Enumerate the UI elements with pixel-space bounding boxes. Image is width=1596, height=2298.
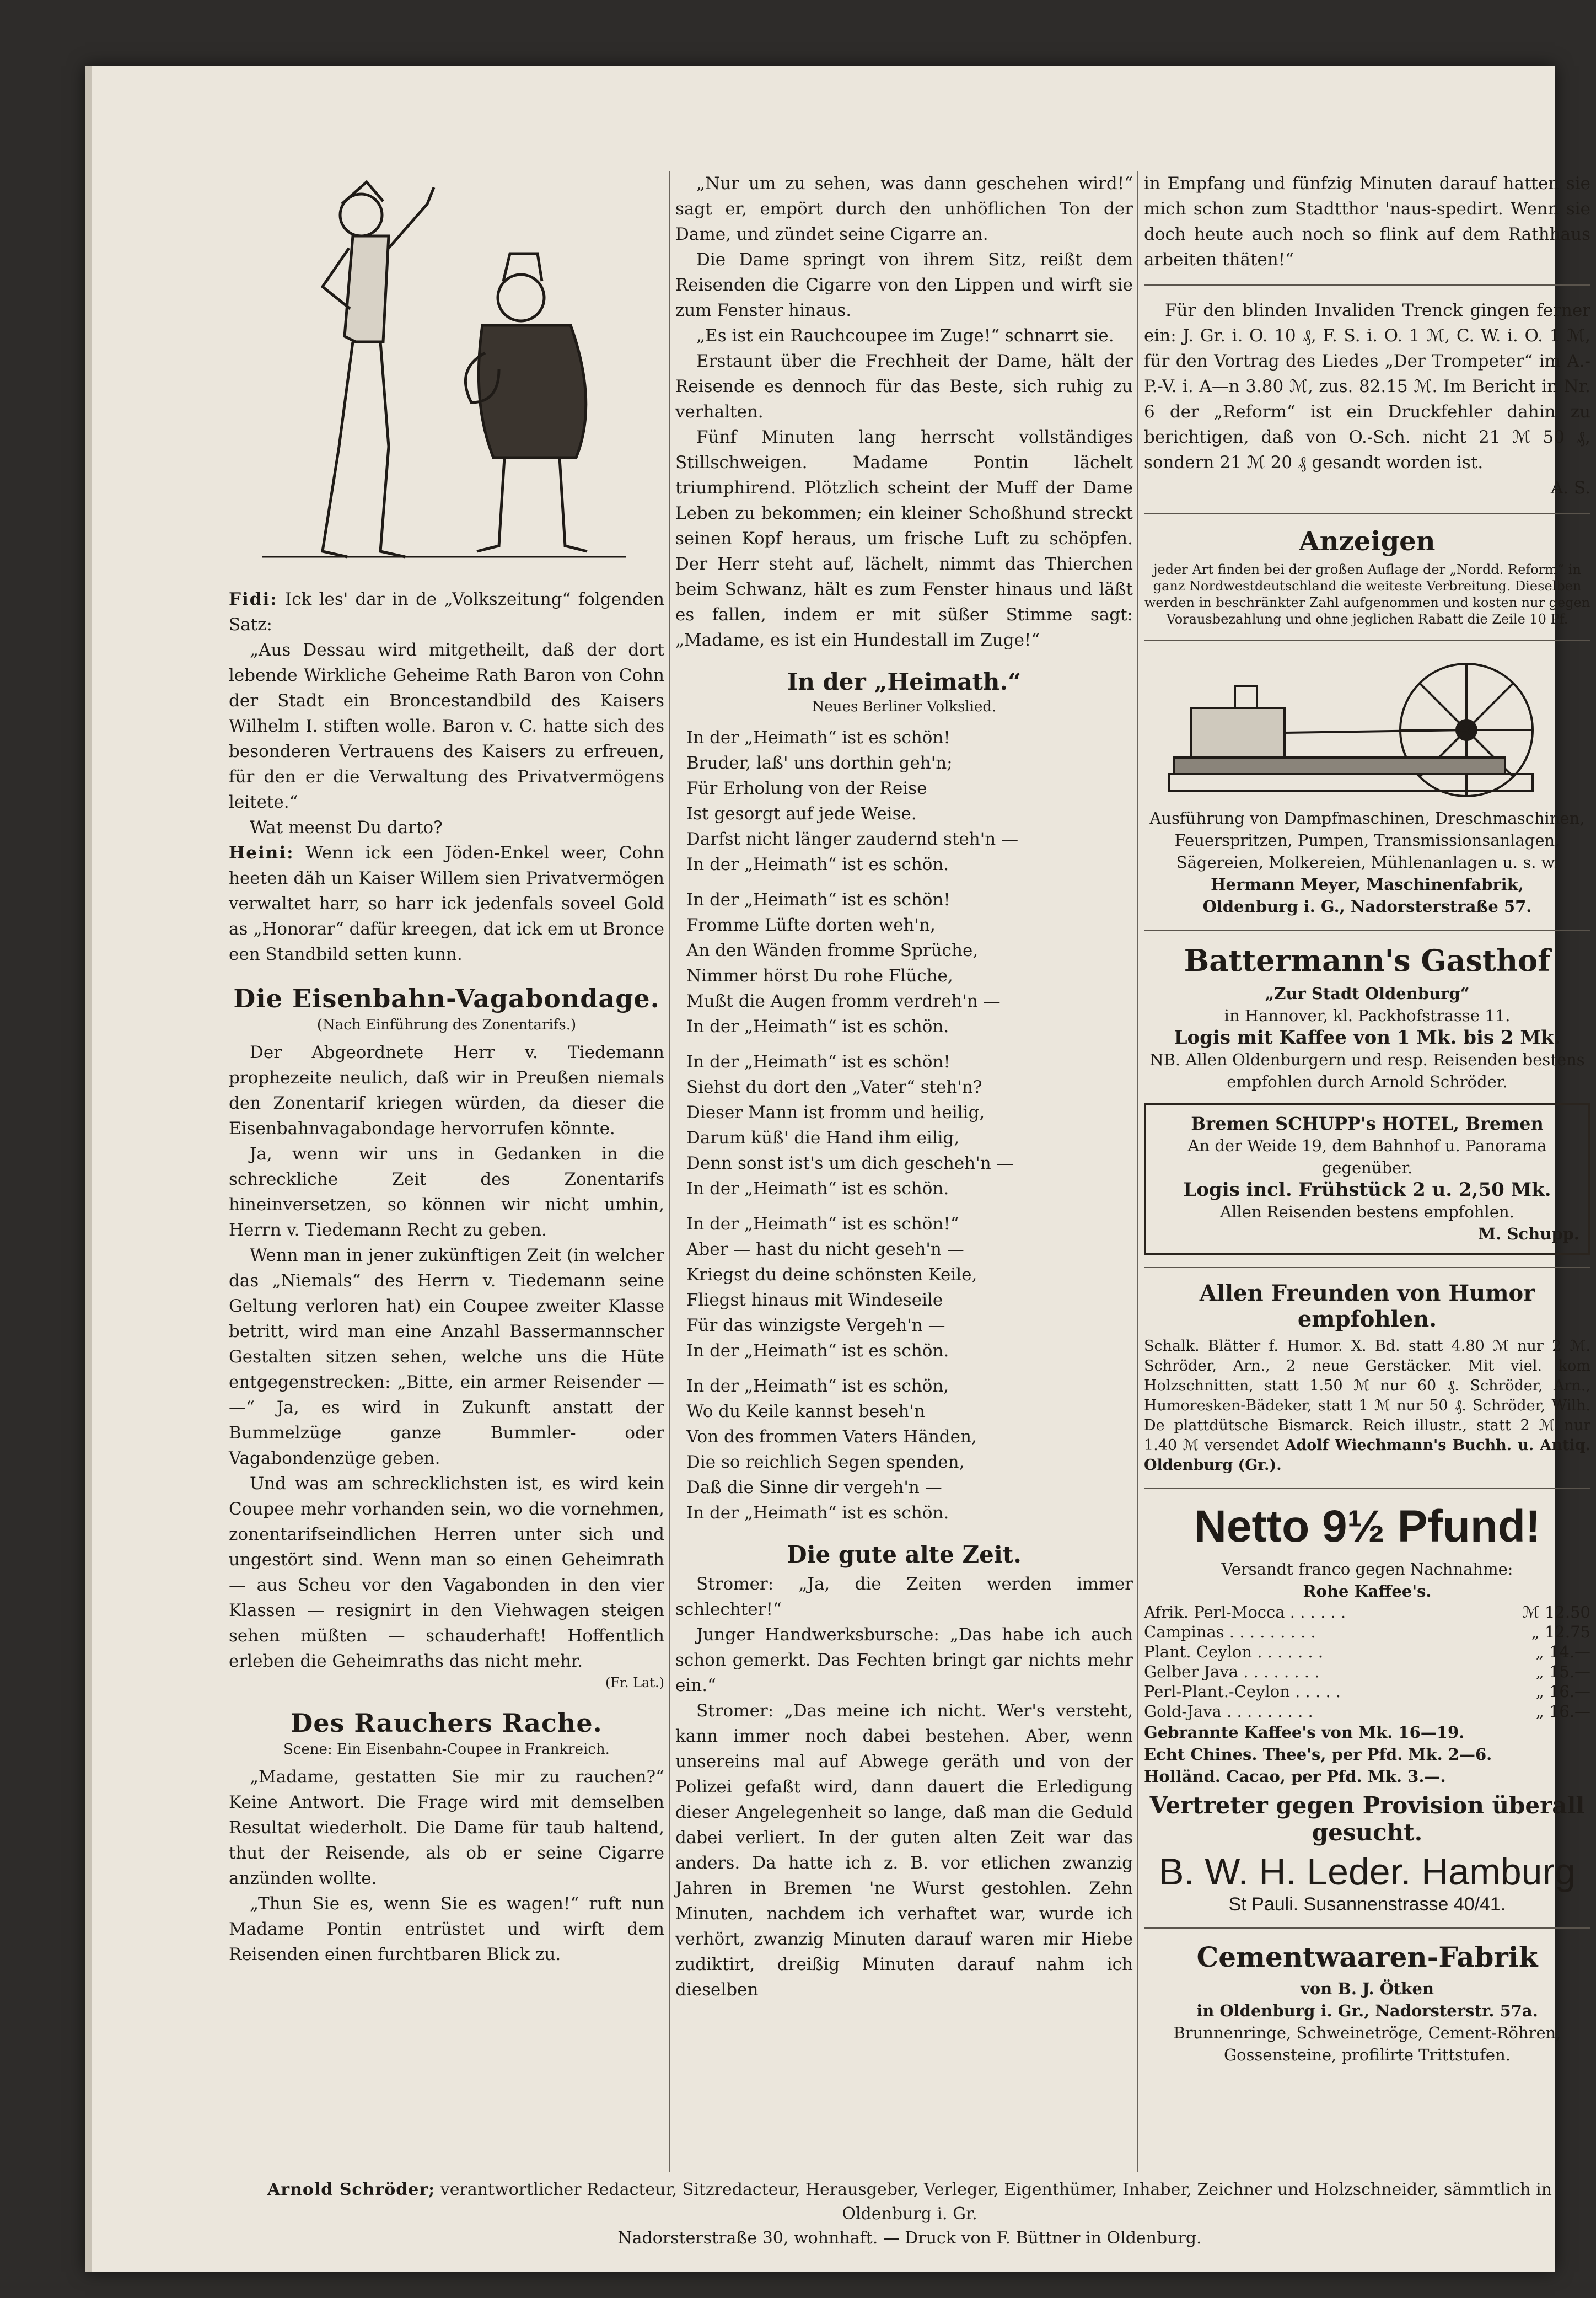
poem-stanza: [675, 1049, 1133, 1201]
article-paragraph: Die Dame springt von ihrem Sitz, reißt dem Reisenden die Cigarre von den Lippen und wirft sie zum Fenster hinaus.: [675, 250, 1133, 320]
oetken-title: Cementwaaren-Fabrik: [1196, 1941, 1538, 1973]
imprint-line: Nadorsterstraße 30, wohnhaft. — Druck von F. Büttner in Oldenburg.: [617, 2229, 1202, 2248]
article-paragraph: Stromer: „Das meine ich nicht. Wer's versteht, kann immer noch dabei bestehen. Aber, wenn unsereins mal auf Abwege geräth und von der Polizei gefaßt wird, dann dauert die Erledigung dieser Angelegenheit so lange, daß man die Geduld dabei verliert. In der guten alten Zeit war das anders. Da hatte ich z. B. vor etlichen zwanzig Jahren in Bremen 'ne Wurst gestohlen. Zehn Minuten, nachdem ich verhaftet war, wurde ich verhört, zwanzig Minuten darauf waren mir Hiebe zudiktirt, dreißig Minuten darauf nahm ich dieselben: [675, 1701, 1133, 2000]
leder-address: St Pauli. Susannenstrasse 40/41.: [1228, 1894, 1506, 1915]
poem-line: Fromme Lüfte dorten weh'n,: [686, 915, 936, 935]
poem-title: In der „Heimath.“: [787, 668, 1022, 695]
dialog-heini: Heini: Wenn ick een Jöden-Enkel weer, Cohn heeten däh un Kaiser Willem sien Privatvermögen verwaltet harr, so harr ick jedenfals soveel Gold as „Honorar“ dafür kreegen, dat ick em ut Bronce een Standbild setten kunn.: [229, 843, 664, 964]
poem-line: Fliegst hinaus mit Windeseile: [686, 1290, 943, 1310]
schupp-logis: Logis incl. Frühstück 2 u. 2,50 Mk.: [1183, 1179, 1551, 1201]
newspaper-page: [85, 66, 1590, 2272]
article-subtitle: Scene: Ein Eisenbahn-Coupee in Frankreich.: [283, 1741, 610, 1758]
divider: [1144, 930, 1590, 931]
article-paragraph: Ja, wenn wir uns in Gedanken in die schreckliche Zeit des Zonentarifs hineinversetzen, so können wir nicht umhin, Herrn v. Tiedemann Recht zu geben.: [229, 1144, 664, 1240]
meyer-services: Ausführung von Dampfmaschinen, Dreschmaschinen, Feuerspritzen, Pumpen, Transmissionsanlagen, Sägereien, Molkereien, Mühlenanlagen u. s. w.: [1149, 809, 1585, 872]
poem-line: Siehst du dort den „Vater“ steh'n?: [686, 1077, 982, 1097]
battermann-subtitle: „Zur Stadt Oldenburg“: [1265, 984, 1470, 1003]
ads-heading: Anzeigen: [1299, 526, 1436, 557]
poem-line: Ist gesorgt auf jede Weise.: [686, 804, 917, 824]
poem-line: Darum küß' die Hand ihm eilig,: [686, 1128, 960, 1148]
poem-line: Von des frommen Vaters Händen,: [686, 1427, 977, 1447]
column-divider: [1137, 171, 1138, 2172]
leder-company: B. W. H. Leder. Hamburg: [1159, 1851, 1576, 1893]
poem-line: Für Erholung von der Reise: [686, 778, 927, 798]
ads-terms: jeder Art finden bei der großen Auflage der „Nordd. Reform“ in ganz Nordwestdeutschland die weiteste Verbreitung. Dieselben werden in beschränkter Zahl aufgenommen und kosten nur gegen Vorausbezahlung und ohne jeglichen Rabatt die Zeile 10 Pf.: [1144, 562, 1590, 627]
dialog-fidi: Fidi: Ick les' dar in de „Volkszeitung“ folgenden Satz:: [229, 589, 664, 635]
poem-stanza: [675, 887, 1133, 1039]
article-source: (Fr. Lat.): [605, 1675, 664, 1690]
divider: [1144, 284, 1590, 286]
article-title: Die Eisenbahn-Vagabondage.: [233, 984, 660, 1013]
poem-line: In der „Heimath“ ist es schön!: [686, 1052, 950, 1072]
price-row: Perl-Plant.-Ceylon . . . . . „ 16.—: [1144, 1682, 1590, 1701]
coffee-extra: Gebrannte Kaffee's von Mk. 16—19.: [1144, 1723, 1465, 1742]
poem-stanza: [675, 1373, 1133, 1526]
poem-line: Denn sonst ist's um dich gescheh'n —: [686, 1153, 1014, 1173]
netto-subtitle: Versandt franco gegen Nachnahme:: [1221, 1560, 1513, 1578]
oetken-owner: von B. J. Ötken: [1300, 1979, 1434, 1998]
poem-line: In der „Heimath“ ist es schön!: [686, 890, 950, 910]
battermann-address: in Hannover, kl. Packhofstrasse 11.: [1224, 1006, 1511, 1025]
poem-line: Daß die Sinne dir vergeh'n —: [686, 1478, 942, 1497]
schupp-address: An der Weide 19, dem Bahnhof u. Panorama gegenüber.: [1187, 1136, 1547, 1177]
divider: [1144, 1267, 1590, 1268]
poem-line: Kriegst du deine schönsten Keile,: [686, 1265, 977, 1285]
article-paragraph: „Thun Sie es, wenn Sie es wagen!“ ruft nun Madame Pontin entrüstet und wirft dem Reisenden einen furchtbaren Blick zu.: [229, 1894, 664, 1964]
battermann-title: Battermann's Gasthof: [1184, 943, 1551, 978]
article-paragraph: Wenn man in jener zukünftigen Zeit (in welcher das „Niemals“ des Herrn v. Tiedemann seine Geltung verloren hat) ein Coupee zweiter Klasse betritt, wird man eine Anzahl Bassermannscher Gestalten sitzen sehen, welche uns die Hüte entgegenstrecken: „Bitte, ein armer Reisender — —“ Ja, es wird in Zukunft anstatt der Bummelzüge ganze Bummler- oder Vagabondenzüge geben.: [229, 1245, 664, 1468]
poem-line: Darfst nicht länger zaudernd steh'n —: [686, 829, 1019, 849]
divider: [1144, 1488, 1590, 1489]
poem-line: In der „Heimath“ ist es schön,: [686, 1376, 949, 1396]
battermann-logis: Logis mit Kaffee von 1 Mk. bis 2 Mk.: [1174, 1027, 1561, 1049]
imprint-footer: [223, 2178, 1596, 2251]
poem-line: In der „Heimath“ ist es schön.: [686, 855, 949, 874]
dialog-question: Wat meenst Du darto?: [250, 818, 443, 837]
meyer-company: Hermann Meyer, Maschinenfabrik,: [1211, 875, 1524, 894]
notice-signature: A. S.: [1550, 478, 1590, 498]
price-row: Gold-Java . . . . . . . . . „ 16.—: [1144, 1702, 1590, 1721]
netto-heading: Rohe Kaffee's.: [1303, 1582, 1432, 1601]
steam-engine-illustration: [1158, 653, 1577, 807]
column-right: [1144, 171, 1590, 2066]
oetken-products: Brunnenringe, Schweinetröge, Cement-Röhren, Gossensteine, profilirte Trittstufen.: [1173, 2023, 1561, 2064]
price-row: Gelber Java . . . . . . . . „ 15.—: [1144, 1662, 1590, 1681]
article-title: Des Rauchers Rache.: [291, 1708, 603, 1738]
poem-line: An den Wänden fromme Sprüche,: [686, 941, 979, 960]
coffee-price-list: [1144, 1602, 1590, 1721]
coffee-extra: Holländ. Cacao, per Pfd. Mk. 3.—.: [1144, 1767, 1446, 1786]
imprint-line: Arnold Schröder; verantwortlicher Redacteur, Sitzredacteur, Herausgeber, Verleger, Eigenthümer, Inhaber, Zeichner und Holzschneider, sämmtlich in Oldenburg i. Gr.: [267, 2180, 1552, 2224]
schupp-signature: M. Schupp.: [1478, 1225, 1579, 1243]
article-title: Die gute alte Zeit.: [787, 1541, 1022, 1568]
poem-line: Dieser Mann ist fromm und heilig,: [686, 1103, 985, 1123]
poem-stanza: [675, 725, 1133, 877]
netto-title: Netto 9½ Pfund!: [1194, 1501, 1541, 1551]
price-row: Plant. Ceylon . . . . . . . „ 14.—: [1144, 1642, 1590, 1661]
article-paragraph: Und was am schrecklichsten ist, es wird kein Coupee mehr vorhanden sein, wo die vornehmen, zonentarifseindlichen Herren unter sich und ungestört sind. Wenn man so einen Geheimrath — aus Scheu vor den Vagabonden in den vier Klassen — resignirt in den Viehwagen steigen sehen müßten — schauderhaft! Hoffentlich erleben die Geheimraths das nicht mehr.: [229, 1474, 664, 1671]
article-paragraph: „Madame, gestatten Sie mir zu rauchen?“ Keine Antwort. Die Frage wird mit demselben Resultat wiederholt. Die Dame für taub haltend, thut der Reisende, als ob er seine Cigarre anzünden wollte.: [229, 1767, 664, 1888]
column-middle: [675, 171, 1133, 2002]
article-paragraph: „Nur um zu sehen, was dann geschehen wird!“ sagt er, empört durch den unhöflichen Ton der Dame, und zündet seine Cigarre an.: [675, 174, 1133, 244]
price-row: Campinas . . . . . . . . . „ 12.75: [1144, 1623, 1590, 1641]
poem-line: Aber — hast du nicht geseh'n —: [686, 1239, 964, 1259]
poem-stanza: [675, 1211, 1133, 1363]
column-divider: [669, 171, 670, 2172]
article-paragraph: Junger Handwerksbursche: „Das habe ich auch schon gemerkt. Das Fechten bringt gar nichts mehr ein.“: [675, 1625, 1133, 1695]
article-paragraph: Stromer: „Ja, die Zeiten werden immer schlechter!“: [675, 1574, 1133, 1619]
humor-text: Schalk. Blätter f. Humor. X. Bd. statt 4.80 ℳ nur 2 ℳ. Schröder, Arn., 2 neue Gerstäcker. Mit viel. kom Holzschnitten, statt 1.50 ℳ nur 60 ₰. Schröder, Arn., Humoresken-Bädeker, statt 1 ℳ nur 50 ₰. Schröder, Wilh. De plattdütsche Bismarck. Reich illustr., statt 2 ℳ nur 1.40 ℳ versendet Adolf Wiechmann's Buchh. u. Antiq. Oldenburg (Gr.).: [1144, 1338, 1590, 1474]
vertreter-wanted: Vertreter gegen Provision überall gesucht.: [1149, 1792, 1585, 1846]
schupp-hotel-ad: [1144, 1103, 1590, 1255]
divider: [1144, 513, 1590, 514]
article-subtitle: (Nach Einführung des Zonentarifs.): [316, 1017, 577, 1033]
poem-line: In der „Heimath“ ist es schön!: [686, 728, 950, 748]
poem-line: In der „Heimath“ ist es schön.: [686, 1503, 949, 1523]
schupp-heading: Bremen SCHUPP's HOTEL, Bremen: [1191, 1113, 1544, 1134]
poem-line: In der „Heimath“ ist es schön!“: [686, 1214, 959, 1234]
donation-notice: Für den blinden Invaliden Trenck gingen ferner ein: J. Gr. i. O. 10 ₰, F. S. i. O. 1 ℳ, C. W. i. O. 1 ℳ, für den Vortrag des Liedes „Der Trompeter“ im A.-P.-V. i. A—n 3.80 ℳ, zus. 82.15 ℳ. Im Bericht in Nr. 6 der „Reform“ ist ein Druckfehler dahin zu berichtigen, daß von O.-Sch. nicht 21 ℳ 50 ₰, sondern 21 ℳ 20 ₰ gesandt worden ist.: [1144, 300, 1590, 473]
caricature-illustration: [240, 171, 648, 579]
poem-line: In der „Heimath“ ist es schön.: [686, 1017, 949, 1037]
poem-line: Bruder, laß' uns dorthin geh'n;: [686, 753, 953, 773]
article-continuation: in Empfang und fünfzig Minuten darauf hatten sie mich schon zum Stadtthor 'naus-spedirt. Wenn sie doch heute auch noch so flink auf dem Rathhaus arbeiten thäten!“: [1144, 174, 1590, 270]
divider: [1144, 640, 1590, 641]
article-paragraph: „Es ist ein Rauchcoupee im Zuge!“ schnarrt sie.: [696, 326, 1114, 346]
coffee-extra: Echt Chines. Thee's, per Pfd. Mk. 2—6.: [1144, 1745, 1492, 1764]
dialog-quote: „Aus Dessau wird mitgetheilt, daß der dort lebende Wirkliche Geheime Rath Baron von Cohn der Stadt ein Broncestandbild des Kaisers Wilhelm I. stiften wolle. Baron v. C. hatte sich des besonderen Vertrauens des Kaisers zu erfreuen, für den er die Verwaltung des Privatvermögens leitete.“: [229, 640, 664, 812]
divider: [1144, 1927, 1590, 1929]
poem-line: Mußt die Augen fromm verdreh'n —: [686, 991, 1001, 1011]
poem-line: Für das winzigste Vergeh'n —: [686, 1316, 945, 1335]
battermann-note: NB. Allen Oldenburgern und resp. Reisenden bestens empfohlen durch Arnold Schröder.: [1149, 1050, 1585, 1091]
oetken-address: in Oldenburg i. Gr., Nadorsterstr. 57a.: [1196, 2001, 1538, 2020]
article-paragraph: Erstaunt über die Frechheit der Dame, hält der Reisende es dennoch für das Beste, sich ruhig zu verhalten.: [675, 351, 1133, 422]
poem-line: Nimmer hörst Du rohe Flüche,: [686, 966, 953, 986]
schupp-recommend: Allen Reisenden bestens empfohlen.: [1220, 1202, 1514, 1221]
poem-line: Wo du Keile kannst beseh'n: [686, 1402, 925, 1421]
poem-line: Die so reichlich Segen spenden,: [686, 1452, 965, 1472]
meyer-address: Oldenburg i. G., Nadorsterstraße 57.: [1202, 897, 1532, 916]
poem-line: In der „Heimath“ ist es schön.: [686, 1341, 949, 1361]
poem-line: In der „Heimath“ ist es schön.: [686, 1179, 949, 1199]
poem-subtitle: Neues Berliner Volkslied.: [812, 699, 997, 715]
article-paragraph: Fünf Minuten lang herrscht vollständiges Stillschweigen. Madame Pontin lächelt triumphirend. Plötzlich scheint der Muff der Dame Leben zu bekommen; ein kleiner Schoßhund streckt seinen Kopf heraus, um frische Luft zu schöpfen. Der Herr steht auf, lächelt, nimmt das Thierchen beim Schwanz, hält es zum Fenster hinaus und läßt es fallen, indem er mit süßer Stimme sagt: „Madame, es ist ein Hundestall im Zuge!“: [675, 427, 1133, 650]
price-row: Afrik. Perl-Mocca . . . . . . ℳ 12.50: [1144, 1603, 1590, 1622]
article-paragraph: Der Abgeordnete Herr v. Tiedemann prophezeite neulich, daß wir in Preußen niemals den Zonentarif kriegen würden, da dieser die Eisenbahnvagabondage hervorrufen könnte.: [229, 1043, 664, 1139]
humor-title: Allen Freunden von Humor empfohlen.: [1199, 1280, 1535, 1332]
column-left: [229, 171, 664, 1967]
